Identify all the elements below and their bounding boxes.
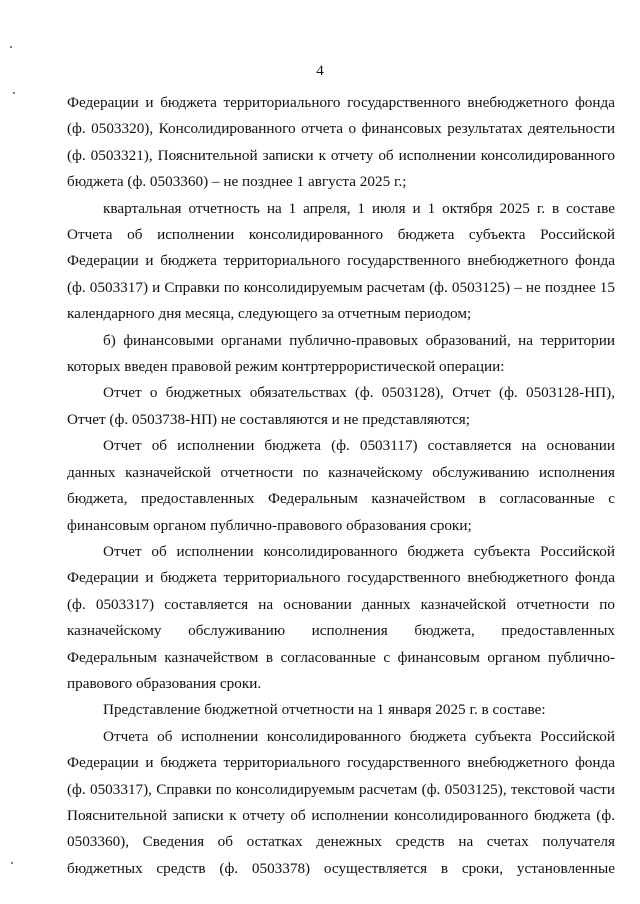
- paragraph-obligations-report: Отчет о бюджетных обязательствах (ф. 0503128), Отчет (ф. 0503128-НП), Отчет (ф. 0503738-НП) не составляются и не представляются;: [67, 384, 615, 428]
- paragraph-budget-execution-report: Отчет об исполнении бюджета (ф. 0503117) составляется на основании данных казначейской отчетности по казначейскому обслуживанию исполнения бюджета, предоставленных Федеральным казначейством в согласованные с финансовым органом публично-правового образования сроки;: [67, 437, 615, 534]
- page-number: 4: [316, 63, 324, 79]
- scan-speck: [11, 862, 13, 864]
- scan-speck: [10, 46, 12, 48]
- paragraph-january-reporting: Представление бюджетной отчетности на 1 января 2025 г. в составе:: [103, 701, 546, 719]
- paragraph-consolidated-budget-report: Отчет об исполнении консолидированного бюджета субъекта Российской Федерации и бюджета территориального государственного внебюджетного фонда (ф. 0503317) составляется на основании данных казначейской отчетности по казначейскому обслуживанию исполнения бюджета, предоставленных Федеральным казначейством в согласованные с финансовым органом публично-правового образования сроки.: [67, 542, 615, 692]
- paragraph-item-b: б) финансовыми органами публично-правовых образований, на территории которых введен правовой режим контртеррористической операции:: [67, 331, 615, 376]
- paragraph-continuation: Федерации и бюджета территориального государственного внебюджетного фонда (ф. 0503320), Консолидированного отчета о финансовых результатах деятельности (ф. 0503321), Пояснительной записки к отчету об исполнении консолидированного бюджета (ф. 0503360) – не позднее 1 августа 2025 г.;: [67, 94, 615, 191]
- paragraph-report-composition: Отчета об исполнении консолидированного бюджета субъекта Российской Федерации и бюджета территориального государственного внебюджетного фонда (ф. 0503317), Справки по консолидируемым расчетам (ф. 0503125), текстовой части Пояснительной записки к отчету об исполнении консолидированного бюджета (ф. 0503360), Сведения об остатках денежных средств на счетах получателя бюджетных средств (ф. 0503378) осуществляется в сроки, установленные: [67, 727, 615, 877]
- document-body: [67, 90, 615, 882]
- paragraph-quarterly-reporting: квартальная отчетность на 1 апреля, 1 июля и 1 октября 2025 г. в составе Отчета об исполнении консолидированного бюджета субъекта Российской Федерации и бюджета территориального государственного внебюджетного фонда (ф. 0503317) и Справки по консолидируемым расчетам (ф. 0503125) – не позднее 15 календарного дня месяца, следующего за отчетным периодом;: [67, 199, 615, 323]
- scan-speck: [13, 92, 15, 94]
